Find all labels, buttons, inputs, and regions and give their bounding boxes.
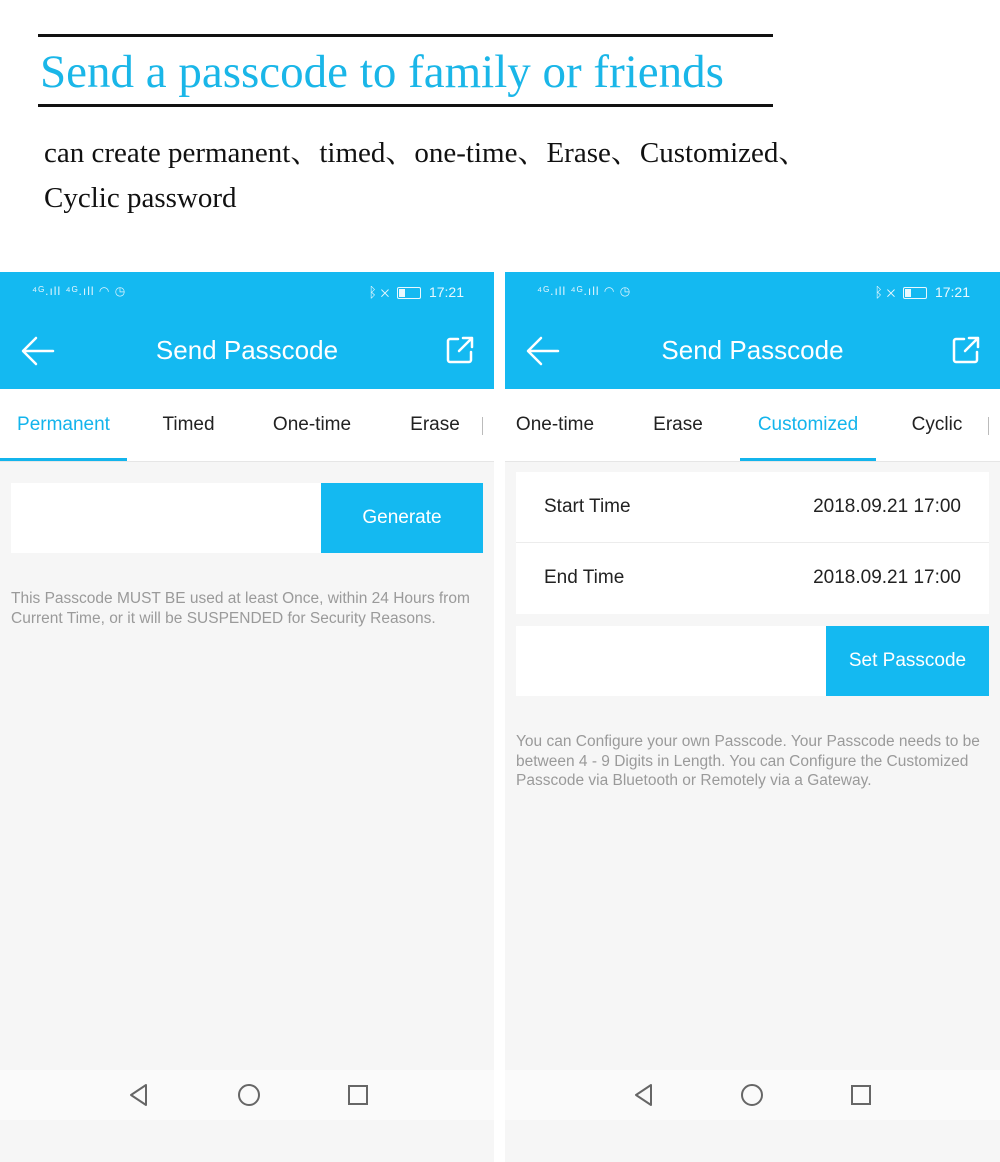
tab-one-time[interactable]: One-time <box>515 414 595 435</box>
end-time-row[interactable] <box>516 543 989 613</box>
headline-rule-bottom <box>38 104 773 107</box>
circle-home-icon[interactable] <box>739 1082 765 1108</box>
passcode-field[interactable] <box>11 483 321 553</box>
page-title: Send Passcode <box>661 335 844 365</box>
generate-button[interactable]: Generate <box>321 483 483 553</box>
start-time-label: Start Time <box>544 496 631 517</box>
wifi-icon: ◠ <box>603 284 616 298</box>
passcode-field[interactable] <box>516 626 826 696</box>
share-external-icon[interactable] <box>952 336 980 364</box>
tab-bar <box>505 389 1000 462</box>
set-passcode-row <box>516 626 989 696</box>
signal-text: ⁴ᴳ.ıll ⁴ᴳ.ıll <box>537 284 600 298</box>
passcode-note: This Passcode MUST BE used at least Once, within 24 Hours from Current Time, or it will be SUSPENDED for Security Reasons. <box>11 590 470 627</box>
tab-cyclic[interactable]: Cyclic <box>911 414 963 435</box>
app-bar <box>0 272 494 389</box>
mute-icon: ✕ <box>380 284 390 300</box>
start-time-value: 2018.09.21 17:00 <box>813 496 961 517</box>
tab-scroll-divider <box>482 417 483 435</box>
tab-customized[interactable]: Customized <box>757 414 859 435</box>
bluetooth-icon: ᛒ <box>874 284 883 300</box>
signal-text: ⁴ᴳ.ıll ⁴ᴳ.ıll <box>32 284 95 298</box>
tab-erase[interactable]: Erase <box>410 414 460 435</box>
battery-icon <box>397 287 421 299</box>
app-bar <box>505 272 1000 389</box>
end-time-label: End Time <box>544 567 625 588</box>
active-tab-indicator <box>0 458 127 461</box>
promo-headline: Send a passcode to family or friends <box>40 46 724 98</box>
status-right <box>368 284 464 300</box>
tab-one-time[interactable]: One-time <box>272 414 352 435</box>
end-time-value: 2018.09.21 17:00 <box>813 567 961 588</box>
bluetooth-icon: ᛒ <box>368 284 377 300</box>
promo-subline-1: can create permanent、timed、one-time、Erase、Customized、 <box>44 137 808 169</box>
generate-row <box>11 483 483 553</box>
alarm-icon: ◷ <box>619 284 632 298</box>
triangle-back-icon[interactable] <box>126 1082 152 1108</box>
square-recent-icon[interactable] <box>345 1082 371 1108</box>
passcode-note: You can Configure your own Passcode. Your Passcode needs to be between 4 - 9 Digits in Length. You can Configure the Customized Passcode via Bluetooth or Remotely via a Gateway. <box>516 733 980 789</box>
wifi-icon: ◠ <box>98 284 111 298</box>
mute-icon: ✕ <box>886 284 896 300</box>
tab-scroll-divider <box>988 417 989 435</box>
circle-home-icon[interactable] <box>236 1082 262 1108</box>
system-nav-bar <box>0 1070 494 1120</box>
square-recent-icon[interactable] <box>848 1082 874 1108</box>
tab-bar <box>0 389 494 462</box>
system-nav-bar <box>505 1070 1000 1120</box>
tab-permanent[interactable]: Permanent <box>17 414 110 435</box>
status-right <box>874 284 970 300</box>
headline-rule-top <box>38 34 773 37</box>
status-time: 17:21 <box>428 284 464 300</box>
battery-icon <box>903 287 927 299</box>
page-title: Send Passcode <box>155 335 339 365</box>
share-external-icon[interactable] <box>446 336 474 364</box>
status-time: 17:21 <box>934 284 970 300</box>
phone-screen-permanent <box>0 272 494 1162</box>
triangle-back-icon[interactable] <box>631 1082 657 1108</box>
promo-subline-2: Cyclic password <box>44 182 237 214</box>
tab-erase[interactable]: Erase <box>653 414 703 435</box>
tab-timed[interactable]: Timed <box>162 414 215 435</box>
active-tab-indicator <box>740 458 876 461</box>
alarm-icon: ◷ <box>114 284 127 298</box>
phone-screen-customized <box>505 272 1000 1162</box>
status-signal-icons <box>537 284 631 298</box>
status-signal-icons <box>32 284 126 298</box>
time-range-card <box>516 472 989 614</box>
start-time-row[interactable] <box>516 472 989 542</box>
set-passcode-button[interactable]: Set Passcode <box>826 626 989 696</box>
